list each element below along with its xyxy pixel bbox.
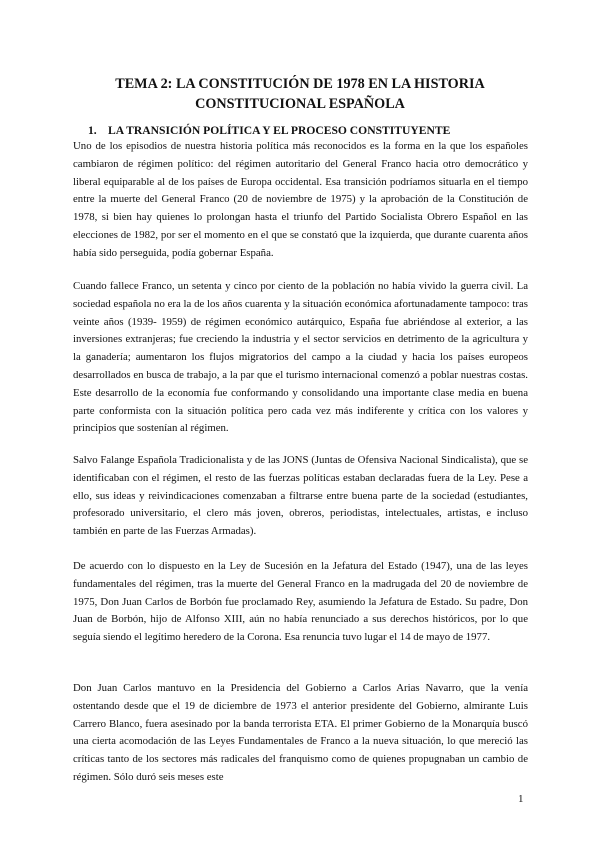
page-number: 1	[518, 793, 524, 805]
section-heading	[88, 124, 548, 138]
paragraph-1: Uno de los episodios de nuestra historia política más reconocidos es la forma en la que los españoles cambiaron de régimen político: del régimen autoritario del General Franco hacia otro democrático y liberal equiparable al de los países de Europa occidental. Esa transición podríamos situarla en el tiempo entre la muerte del General Franco (20 de noviembre de 1975) y la aprobación de la Constitución de 1978, si bien hay quienes lo prolongan hasta el triunfo del Partido Socialista Obrero Español en las elecciones de 1982, por ser el momento en el que se constató que la izquierda, que durante cuarenta años había sido perseguida, podía gobernar España.	[73, 140, 528, 259]
paragraph-2: Cuando fallece Franco, un setenta y cinco por ciento de la población no había vivido la guerra civil. La sociedad española no era la de los años cuarenta y la situación económica afortunadamente tampoco: tras veinte años (1939- 1959) de régimen económico autárquico, España fue abriéndose al exterior, a las inversiones extranjeras; fue creciendo la industria y el sector servicios en detrimento de la agricultura y la ganadería; aumentaron los flujos migratorios del campo a la ciudad y hacia los países europeos desarrollados en busca de trabajo, a la par que el turismo internacional comenzó a poblar nuestras costas. Este desarrollo de la economía fue conformando y consolidando una importante clase media en buena parte conformista con la situación política pero cada vez más indiferente y crítica con los valores y principios que sostenían al régimen.	[73, 280, 528, 435]
document-title	[60, 74, 540, 114]
section-heading-text: LA TRANSICIÓN POLÍTICA Y EL PROCESO CONSTITUYENTE	[108, 124, 451, 137]
title-line-2: CONSTITUCIONAL ESPAÑOLA	[195, 96, 405, 112]
paragraph-3: Salvo Falange Española Tradicionalista y de las JONS (Juntas de Ofensiva Nacional Sindicalista), que se identificaban con el régimen, el resto de las fuerzas políticas estaban declaradas fuera de la Ley. Pese a ello, sus ideas y reivindicaciones comenzaban a filtrarse entre buena parte de la sociedad (estudiantes, profesorado universitario, el clero más joven, obreros, periodistas, intelectuales, artistas, e incluso también en parte de las Fuerzas Armadas).	[73, 454, 528, 538]
title-line-1: TEMA 2: LA CONSTITUCIÓN DE 1978 EN LA HISTORIA	[115, 76, 485, 92]
paragraph-5: Don Juan Carlos mantuvo en la Presidencia del Gobierno a Carlos Arias Navarro, que la venía ostentando desde que el 19 de diciembre de 1973 el anterior presidente del Gobierno, almirante Luis Carrero Blanco, fuera asesinado por la banda terrorista ETA. El primer Gobierno de la Monarquía buscó una cierta acomodación de las Leyes Fundamentales de Franco a la nueva situación, lo que mereció las críticas tanto de los sectores más radicales del franquismo como de quienes propugnaban un cambio de régimen. Sólo duró seis meses este	[73, 682, 528, 783]
section-number: 1.	[88, 124, 97, 137]
paragraph-4: De acuerdo con lo dispuesto en la Ley de Sucesión en la Jefatura del Estado (1947), una de las leyes fundamentales del régimen, tras la muerte del General Franco en la madrugada del 20 de noviembre de 1975, Don Juan Carlos de Borbón fue proclamado Rey, asumiendo la Jefatura de Estado. Su padre, Don Juan de Borbón, hijo de Alfonso XIII, aún no había renunciado a sus derechos históricos, por lo que seguía siendo el legítimo heredero de la Corona. Esa renuncia tuvo lugar el 14 de mayo de 1977.	[73, 560, 528, 644]
